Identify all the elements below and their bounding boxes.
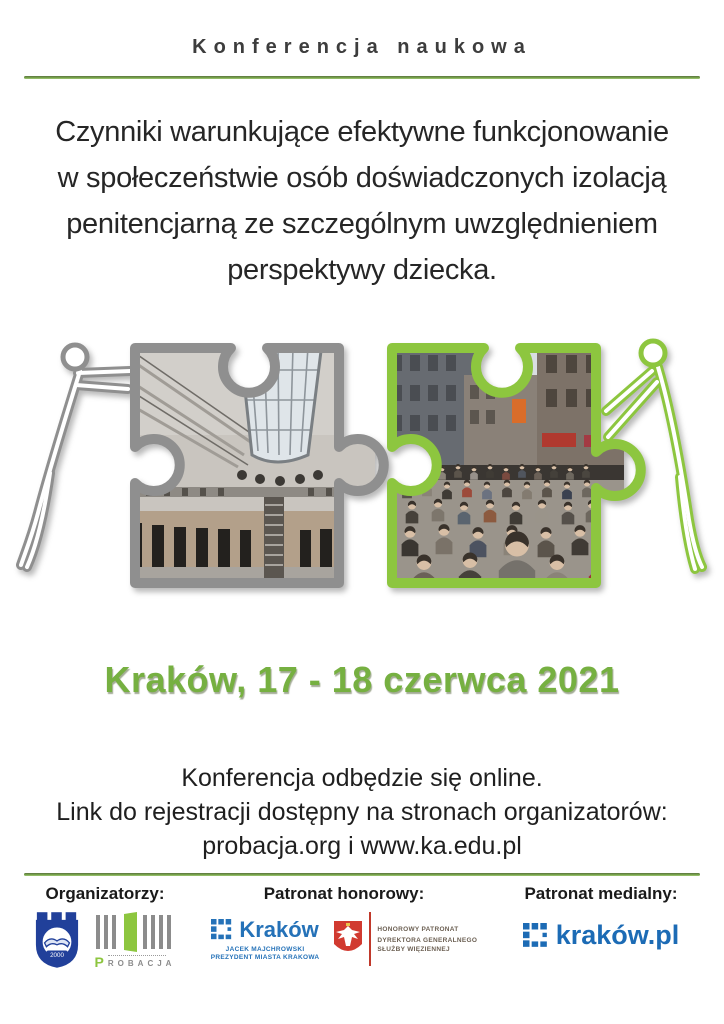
top-divider [24, 76, 700, 79]
svg-text:2000: 2000 [50, 952, 64, 960]
honorary-label: Patronat honorowy: [263, 884, 425, 903]
media-patronage-section [498, 884, 704, 951]
probacja-bars-icon [94, 912, 176, 952]
prison-puzzle-image [120, 340, 384, 590]
krakowpl-pixel-icon [523, 923, 549, 949]
info-line: Link do rejestracji dostępny na stronach organizatorów: [56, 798, 668, 826]
probacja-tiny-text-line [108, 955, 166, 958]
probacja-logo [94, 912, 176, 968]
patronage-line: HONOROWY PATRONAT [377, 925, 459, 933]
gray-person-outline-icon [21, 345, 130, 567]
mayor-name: JACEK MAJCHROWSKI [225, 945, 305, 953]
ka-university-logo [34, 912, 80, 968]
media-label: Patronat medialny: [524, 884, 678, 903]
organizers-label: Organizatorzy: [45, 884, 165, 903]
info-line: probacja.org i www.ka.edu.pl [202, 832, 522, 860]
poster-title-line: w społeczeństwie osób doświadczonych izolacją [57, 162, 667, 194]
patronage-line: DYREKTORA GENERALNEGO [377, 936, 478, 944]
poster-title [0, 109, 724, 293]
patronage-line: SŁUŻBY WIĘZIENNEJ [377, 945, 450, 953]
probacja-wordmark: ROBACJA [107, 959, 176, 968]
crowd-puzzle-image [384, 340, 641, 597]
conference-kicker: Konferencja naukowa [192, 36, 532, 58]
conference-info [0, 761, 724, 863]
poster-title-line: Czynniki warunkujące efektywne funkcjonowanie [55, 116, 669, 148]
krakow-pixel-icon [211, 919, 233, 941]
mayor-title: PREZYDENT MIASTA KRAKOWA [210, 953, 320, 961]
probacja-initial: P [94, 954, 104, 970]
organizers-section [14, 884, 196, 968]
poster-title-line: perspektywy dziecka. [227, 254, 497, 286]
poland-eagle-icon [333, 920, 363, 958]
krakow-city-logo [211, 917, 320, 962]
honorary-patronage-section [210, 884, 478, 966]
krakow-wordmark: Kraków [239, 916, 319, 942]
puzzle-hero-graphic [12, 315, 712, 615]
krakowpl-wordmark: kraków.pl [555, 920, 680, 950]
prison-service-patronage [333, 912, 477, 966]
info-line: Konferencja odbędzie się online. [181, 764, 543, 792]
footer [0, 876, 724, 968]
poster-title-line: penitencjarną ze szczególnym uwzględnieniem [66, 208, 658, 240]
patronage-divider [369, 912, 371, 966]
krakowpl-logo [523, 920, 680, 951]
event-date: Kraków, 17 - 18 czerwca 2021 [104, 659, 620, 700]
